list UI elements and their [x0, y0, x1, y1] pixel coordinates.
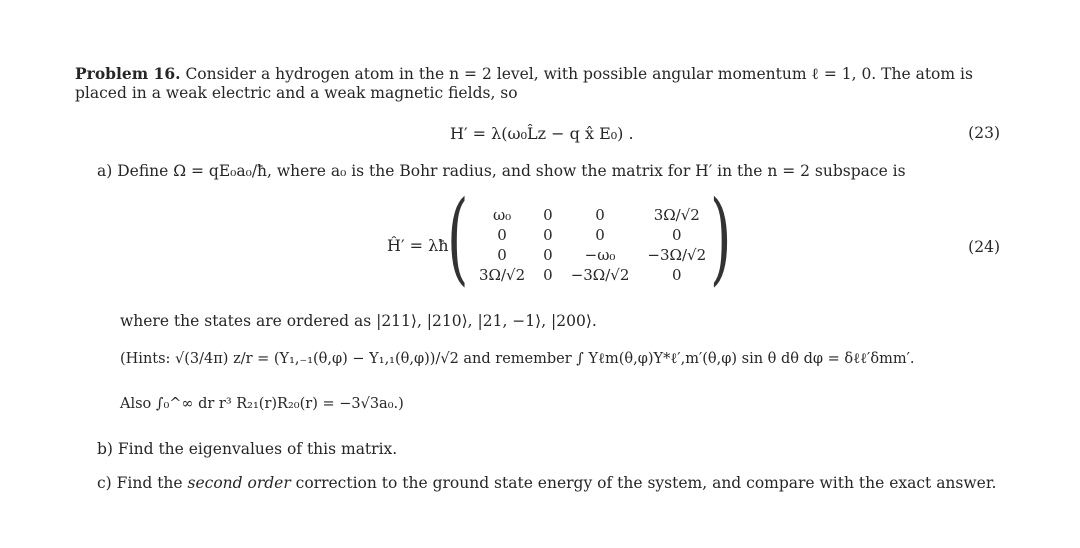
- matrix-cell: ω₀: [492, 206, 512, 224]
- problem-intro-text: Consider a hydrogen atom in the n = 2 level, with possible angular momentum ℓ = 1, 0. The atom is: [180, 65, 973, 83]
- matrix-cell: −3Ω/√2: [570, 266, 630, 284]
- part-b-text: b) Find the eigenvalues of this matrix.: [97, 440, 398, 458]
- matrix-cell: 0: [671, 226, 682, 244]
- problem-intro-line-2: placed in a weak electric and a weak magnetic fields, so: [75, 84, 518, 102]
- part-c-suffix: correction to the ground state energy of the system, and compare with the exact answer.: [290, 474, 997, 492]
- states-order-text: where the states are ordered as |211⟩, |210⟩, |21, −1⟩, |200⟩.: [120, 312, 597, 330]
- matrix-right-paren: ): [710, 179, 732, 296]
- matrix-cell: 3Ω/√2: [479, 266, 526, 284]
- part-c-text: [97, 474, 996, 492]
- equation-23: H′ = λ(ω₀L̂z − q x̂ E₀) .: [450, 124, 634, 143]
- matrix-cell: 0: [595, 226, 605, 244]
- hints-line-1: (Hints: √(3/4π) z/r = (Y₁,₋₁(θ,φ) − Y₁,₁(θ,φ))/√2 and remember ∫ Yℓm(θ,φ)Y*ℓ′,m′(θ,φ) sin θ dθ dφ = δℓℓ′δmm′.: [120, 351, 915, 367]
- matrix-label: Ĥ′ = λħ: [387, 236, 449, 255]
- matrix-cell: 0: [497, 246, 507, 264]
- hamiltonian-matrix: [470, 205, 715, 285]
- part-c-emphasis: second order: [187, 474, 291, 492]
- matrix-cell: 0: [543, 226, 553, 244]
- hints-line-2: Also ∫₀^∞ dr r³ R₂₁(r)R₂₀(r) = −3√3a₀.): [120, 396, 404, 412]
- part-c-prefix: c) Find the: [97, 474, 188, 492]
- matrix-left-paren: (: [447, 179, 469, 296]
- matrix-cell: 0: [543, 266, 553, 284]
- matrix-row: [470, 225, 715, 245]
- problem-title: Problem 16.: [75, 64, 181, 83]
- matrix-cell: 0: [671, 266, 682, 284]
- matrix-cell: 0: [543, 206, 553, 224]
- equation-23-number: (23): [968, 124, 1000, 142]
- matrix-cell: 0: [543, 246, 553, 264]
- problem-intro-line-1: [75, 65, 973, 83]
- matrix-row: [470, 205, 715, 225]
- part-a-text: a) Define Ω = qE₀a₀/ħ, where a₀ is the Bohr radius, and show the matrix for H′ in the n = 2 subspace is: [97, 162, 906, 180]
- matrix-row: [470, 245, 715, 265]
- matrix-cell: −3Ω/√2: [647, 246, 707, 264]
- equation-24-number: (24): [968, 238, 1000, 256]
- matrix-row: [470, 265, 715, 285]
- matrix-cell: 0: [595, 206, 605, 224]
- matrix-cell: 3Ω/√2: [653, 206, 700, 224]
- matrix-cell: −ω₀: [584, 246, 616, 264]
- matrix-cell: 0: [497, 226, 507, 244]
